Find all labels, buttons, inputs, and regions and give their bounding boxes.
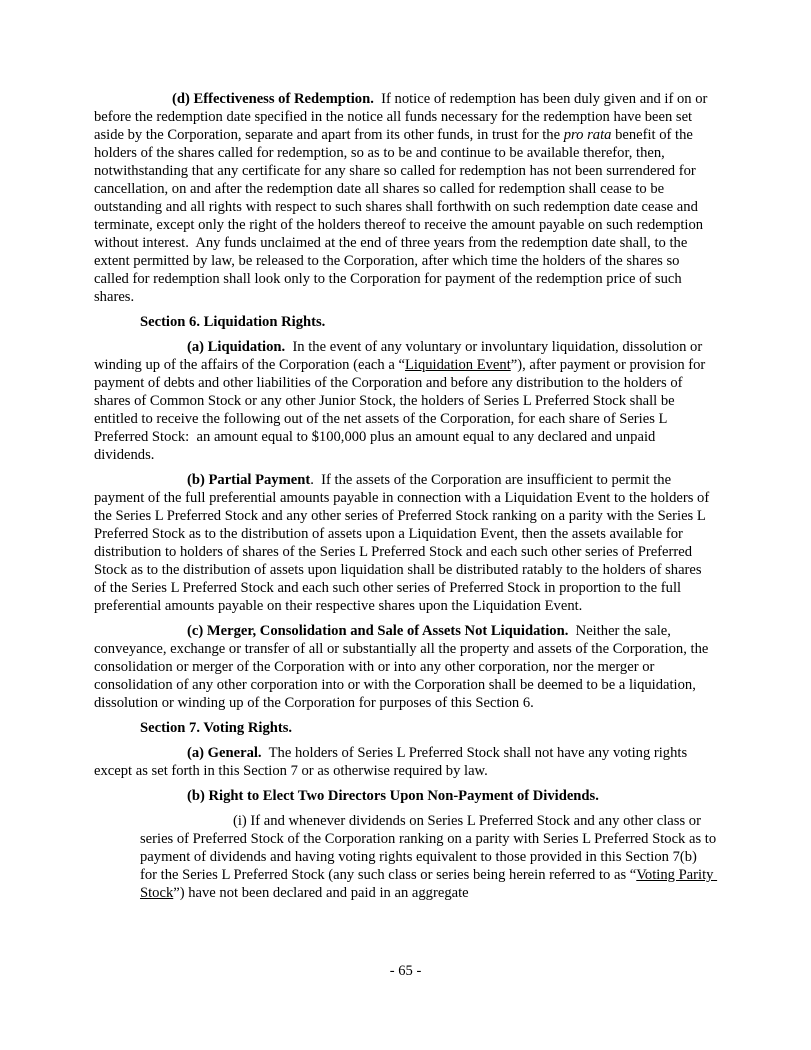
paragraph-a-liquidation-body-2: ”), after payment or provision for payment of debts and other liabilities of the Corporation and before any distribution to the holders of shares of Common Stock or any other Junior Stock, the holders of Series L Preferred Stock shall be entitled to receive the following out of the net assets of the Corporation, for each share of Series L Preferred Stock: an amount equal to $100,000 plus an amount equal to any declared and unpaid dividends. [94,357,709,463]
heading-b-right-to-elect [94,787,717,805]
page-number: - 65 - [389,963,422,979]
paragraph-c-merger-lead-in: (c) Merger, Consolidation and Sale of Assets Not Liquidation. [187,623,569,639]
paragraph-i-body-2: ”) have not been declared and paid in an aggregate [173,885,469,901]
term-liquidation-event: Liquidation Event [404,357,511,373]
paragraph-d-body-1: If notice of redemption has been duly given and if on or before the redemption date specified in the notice all funds necessary for the redemption have been set aside by the Corporation, separate and apart from its other funds, in trust for the [94,91,712,143]
paragraph-d-lead-in: (d) Effectiveness of Redemption. [172,91,374,107]
paragraph-c-merger-body: Neither the sale, conveyance, exchange or transfer of all or substantially all the property and assets of the Corporation, the consolidation or merger of the Corporation with or into any other corporation, nor the merger or consolidation of any other corporation into or with the Corporation shall be deemed to be a liquidation, dissolution or winding up of the Corporation for purposes of this Section 6. [94,623,713,711]
paragraph-a-general [94,744,717,780]
paragraph-i-voting-parity [140,812,720,902]
heading-section-7 [94,719,717,737]
paragraph-a-liquidation-body-1: In the event of any voluntary or involuntary liquidation, dissolution or winding up of the affairs of the Corporation (each a “ [94,339,706,373]
heading-section-6 [94,313,717,331]
paragraph-a-general-body: The holders of Series L Preferred Stock shall not have any voting rights except as set forth in this Section 7 or as otherwise required by law. [94,745,691,779]
paragraph-a-liquidation-lead-in: (a) Liquidation. [187,339,286,355]
paragraph-a-general-lead-in: (a) General. [187,745,262,761]
paragraph-i-body-1: (i) If and whenever dividends on Series L Preferred Stock and any other class or series of Preferred Stock of the Corporation ranking on a parity with Series L Preferred Stock as to payment of dividends and having voting rights equivalent to those provided in this Section 7(b) for the Series L Preferred Stock (any such class or series being herein referred to as “ [140,813,720,883]
paragraph-c-merger [94,622,717,712]
paragraph-d-body-2: benefit of the holders of the shares called for redemption, so as to be and continue to be available therefor, then, notwithstanding that any certificate for any share so called for redemption has not been surrendered for cancellation, on and after the redemption date all shares so called for redemption shall cease to be outstanding and all rights with respect to such shares shall forthwith on such redemption date cease and terminate, except only the right of the holders thereof to receive the amount payable on such redemption without interest. Any funds unclaimed at the end of three years from the redemption date shall, to the extent permitted by law, be released to the Corporation, after which time the holders of the shares so called for redemption shall look only to the Corporation for payment of the redemption price of such shares. [94,127,707,305]
paragraph-b-partial-payment-lead-in: (b) Partial Payment [187,472,311,488]
term-voting-parity-stock: Voting Parity Stock [140,867,718,901]
heading-section-6-text: Section 6. Liquidation Rights. [140,314,326,330]
paragraph-a-liquidation [94,338,717,464]
heading-section-7-text: Section 7. Voting Rights. [140,720,293,736]
paragraph-d-effectiveness-of-redemption [94,90,717,306]
heading-b-right-to-elect-text: (b) Right to Elect Two Directors Upon Non-Payment of Dividends. [187,788,599,804]
paragraph-b-partial-payment [94,471,717,615]
term-pro-rata: pro rata [563,127,612,143]
paragraph-b-partial-payment-body: . If the assets of the Corporation are insufficient to permit the payment of the full preferential amounts payable in connection with a Liquidation Event to the holders of the Series L Preferred Stock and any other series of Preferred Stock ranking on a parity with the Series L Preferred Stock as to the distribution of assets upon a Liquidation Event, then the assets available for distribution to holders of shares of the Series L Preferred Stock and each such other series of Preferred Stock as to the distribution of assets upon liquidation shall be distributed ratably to the holders of shares of the Series L Preferred Stock and each such other series of Preferred Stock in proportion to the full preferential amounts payable on their respective shares upon the Liquidation Event. [94,472,713,614]
